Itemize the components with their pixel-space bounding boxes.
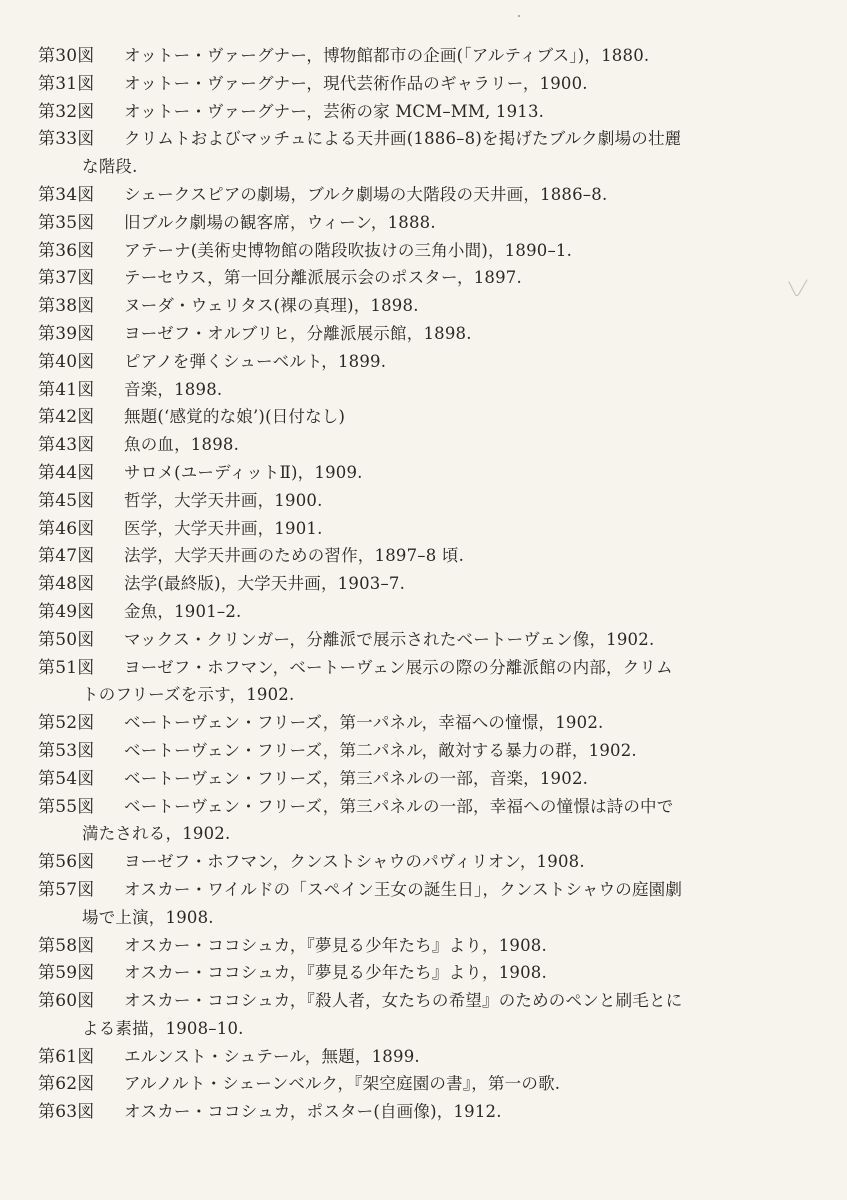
entry-first-line: [38, 237, 778, 265]
figure-entry: [38, 98, 778, 126]
figure-entry: [38, 876, 778, 932]
entry-first-line: [38, 654, 778, 682]
figure-number: 第36図: [38, 240, 95, 261]
figure-caption: 法学，大学天井画のための習作，1897–8 頃.: [124, 546, 465, 566]
figure-caption: ヌーダ・ウェリタス(裸の真理)，1898.: [124, 296, 419, 316]
entry-first-line: [38, 793, 778, 821]
entry-first-line: [38, 348, 778, 376]
figure-number: 第63図: [38, 1102, 95, 1123]
figure-caption: ピアノを弾くシューベルト，1899.: [124, 351, 387, 371]
entry-first-line: [38, 626, 778, 654]
entry-first-line: [38, 1070, 778, 1098]
entry-first-line: [38, 959, 778, 987]
entry-first-line: [38, 598, 778, 626]
entry-first-line: [38, 765, 778, 793]
figure-caption: アテーナ(美術史博物館の階段吹抜けの三角小間)，1890–1.: [124, 240, 573, 260]
entry-first-line: [38, 292, 778, 320]
entry-first-line: [38, 1098, 778, 1126]
margin-pencil-mark: [788, 278, 808, 300]
figure-number: 第43図: [38, 435, 95, 456]
figure-number: 第57図: [38, 879, 95, 900]
figure-entry: [38, 737, 778, 765]
figure-number: 第39図: [38, 323, 95, 344]
figure-caption: 金魚，1901–2.: [124, 601, 242, 621]
figure-entry: [38, 626, 778, 654]
figure-number: 第38図: [38, 296, 95, 317]
figure-number: 第54図: [38, 768, 95, 789]
figure-caption: ヨーゼフ・オルブリヒ，分離派展示館，1898.: [124, 323, 472, 343]
entry-first-line: [38, 431, 778, 459]
entry-first-line: [38, 709, 778, 737]
figure-number: 第46図: [38, 518, 95, 539]
figure-caption: 哲学，大学天井画，1900.: [124, 490, 323, 510]
entry-first-line: [38, 542, 778, 570]
figure-caption: 音楽，1898.: [124, 379, 223, 399]
figure-entry: [38, 1043, 778, 1071]
entry-first-line: [38, 125, 778, 153]
figure-entry: [38, 1098, 778, 1126]
figure-entry: [38, 348, 778, 376]
figure-number: 第58図: [38, 935, 95, 956]
page-speck: [518, 15, 520, 17]
entry-first-line: [38, 570, 778, 598]
entry-first-line: [38, 376, 778, 404]
entry-first-line: [38, 98, 778, 126]
figure-entry: [38, 570, 778, 598]
figure-caption: オスカー・ワイルドの「スペイン王女の誕生日」，クンストシャウの庭園劇: [124, 879, 683, 899]
figure-caption: ヨーゼフ・ホフマン，クンストシャウのパヴィリオン，1908.: [124, 852, 585, 872]
figure-entry: [38, 1070, 778, 1098]
figure-number: 第55図: [38, 796, 95, 817]
figure-entry: [38, 264, 778, 292]
figure-caption: オスカー・ココシュカ，ポスター(自画像)，1912.: [124, 1102, 502, 1122]
figure-number: 第50図: [38, 629, 95, 650]
figure-caption: オスカー・ココシュカ，『殺人者，女たちの希望』のためのペンと刷毛とに: [124, 991, 683, 1011]
figure-entry: [38, 431, 778, 459]
entry-first-line: [38, 932, 778, 960]
figure-caption-continuation: 満たされる，1902.: [82, 824, 231, 844]
entry-first-line: [38, 209, 778, 237]
figure-entry: [38, 320, 778, 348]
figure-number: 第34図: [38, 184, 95, 205]
figure-entry: [38, 125, 778, 181]
entry-first-line: [38, 181, 778, 209]
figure-caption: エルンスト・シュテール，無題，1899.: [124, 1046, 420, 1066]
figure-number: 第60図: [38, 991, 95, 1012]
figure-caption-continuation: な階段.: [82, 157, 138, 177]
figure-number: 第32図: [38, 101, 95, 122]
entry-first-line: [38, 42, 778, 70]
figure-number: 第47図: [38, 546, 95, 567]
figure-entry: [38, 959, 778, 987]
figure-entry: [38, 793, 778, 849]
figure-number: 第52図: [38, 713, 95, 734]
figure-entry: [38, 403, 778, 431]
figure-caption: ベートーヴェン・フリーズ，第一パネル，幸福への憧憬，1902.: [124, 713, 604, 733]
figure-caption-continuation: よる素描，1908–10.: [82, 1018, 244, 1038]
entry-first-line: [38, 876, 778, 904]
entry-first-line: [38, 264, 778, 292]
figure-entry: [38, 237, 778, 265]
figure-number: 第37図: [38, 268, 95, 289]
entry-first-line: [38, 1043, 778, 1071]
figure-number: 第33図: [38, 129, 95, 150]
figure-entry: [38, 181, 778, 209]
figure-number: 第31図: [38, 73, 95, 94]
figure-entry: [38, 292, 778, 320]
figure-number: 第59図: [38, 963, 95, 984]
figure-number: 第49図: [38, 601, 95, 622]
entry-first-line: [38, 459, 778, 487]
figure-number: 第35図: [38, 212, 95, 233]
figure-entry: [38, 70, 778, 98]
figure-caption: オスカー・ココシュカ，『夢見る少年たち』より，1908.: [124, 963, 547, 983]
figure-caption: 法学(最終版)，大学天井画，1903–7.: [124, 574, 406, 594]
entry-first-line: [38, 848, 778, 876]
figure-number: 第62図: [38, 1074, 95, 1095]
figure-caption: 旧ブルク劇場の観客席，ウィーン，1888.: [124, 212, 436, 232]
figure-caption: オットー・ヴァーグナー，現代芸術作品のギャラリー，1900.: [124, 73, 588, 93]
figure-caption: オットー・ヴァーグナー，博物館都市の企画(「アルティブス」)，1880.: [124, 46, 650, 65]
figure-entry: [38, 487, 778, 515]
figure-entry: [38, 459, 778, 487]
figure-number: 第53図: [38, 740, 95, 761]
entry-first-line: [38, 487, 778, 515]
figure-caption: 医学，大学天井画，1901.: [124, 518, 323, 538]
figure-entry: [38, 987, 778, 1043]
figure-caption: オスカー・ココシュカ，『夢見る少年たち』より，1908.: [124, 935, 547, 955]
figure-caption: アルノルト・シェーンベルク，『架空庭園の書』，第一の歌.: [124, 1074, 561, 1094]
figure-number: 第51図: [38, 657, 95, 678]
figure-number: 第40図: [38, 351, 95, 372]
figure-caption: マックス・クリンガー，分離派で展示されたベートーヴェン像，1902.: [124, 629, 655, 649]
figure-number: 第48図: [38, 574, 95, 595]
figure-entry: [38, 765, 778, 793]
entry-first-line: [38, 70, 778, 98]
figure-number: 第56図: [38, 852, 95, 873]
figure-entry: [38, 848, 778, 876]
figure-entry: [38, 209, 778, 237]
figure-number: 第45図: [38, 490, 95, 511]
figure-number: 第44図: [38, 462, 95, 483]
figure-entry: [38, 932, 778, 960]
figure-entry: [38, 709, 778, 737]
figure-caption-continuation: 場で上演，1908.: [82, 907, 214, 927]
figure-caption: サロメ(ユーディットⅡ)，1909.: [124, 462, 363, 482]
figure-caption: ベートーヴェン・フリーズ，第三パネルの一部，音楽，1902.: [124, 768, 589, 788]
figure-caption: ベートーヴェン・フリーズ，第二パネル，敵対する暴力の群，1902.: [124, 740, 637, 760]
figure-caption: ヨーゼフ・ホフマン，ベートーヴェン展示の際の分離派館の内部，クリム: [124, 657, 673, 677]
figure-number: 第41図: [38, 379, 95, 400]
figure-caption: シェークスピアの劇場，ブルク劇場の大階段の天井画，1886–8.: [124, 184, 608, 204]
figure-entry: [38, 376, 778, 404]
figure-entry: [38, 598, 778, 626]
figure-caption: テーセウス，第一回分離派展示会のポスター，1897.: [124, 268, 522, 288]
figure-list: [38, 42, 778, 1126]
figure-number: 第61図: [38, 1046, 95, 1067]
figure-number: 第30図: [38, 46, 95, 66]
figure-caption: ベートーヴェン・フリーズ，第三パネルの一部，幸福への憧憬は詩の中で: [124, 796, 674, 816]
figure-caption-continuation: トのフリーズを示す，1902.: [82, 685, 295, 705]
entry-first-line: [38, 737, 778, 765]
entry-first-line: [38, 320, 778, 348]
entry-first-line: [38, 515, 778, 543]
figure-caption: クリムトおよびマッチュによる天井画(1886–8)を掲げたブルク劇場の壮麗: [124, 129, 682, 149]
figure-entry: [38, 654, 778, 710]
entry-first-line: [38, 987, 778, 1015]
figure-entry: [38, 42, 778, 70]
figure-number: 第42図: [38, 407, 95, 428]
figure-caption: 魚の血，1898.: [124, 435, 240, 455]
figure-caption: オットー・ヴァーグナー，芸術の家 MCM–MM, 1913.: [124, 101, 545, 121]
figure-entry: [38, 542, 778, 570]
entry-first-line: [38, 403, 778, 431]
figure-caption: 無題(‘感覚的な娘’)(日付なし): [124, 407, 346, 427]
figure-entry: [38, 515, 778, 543]
